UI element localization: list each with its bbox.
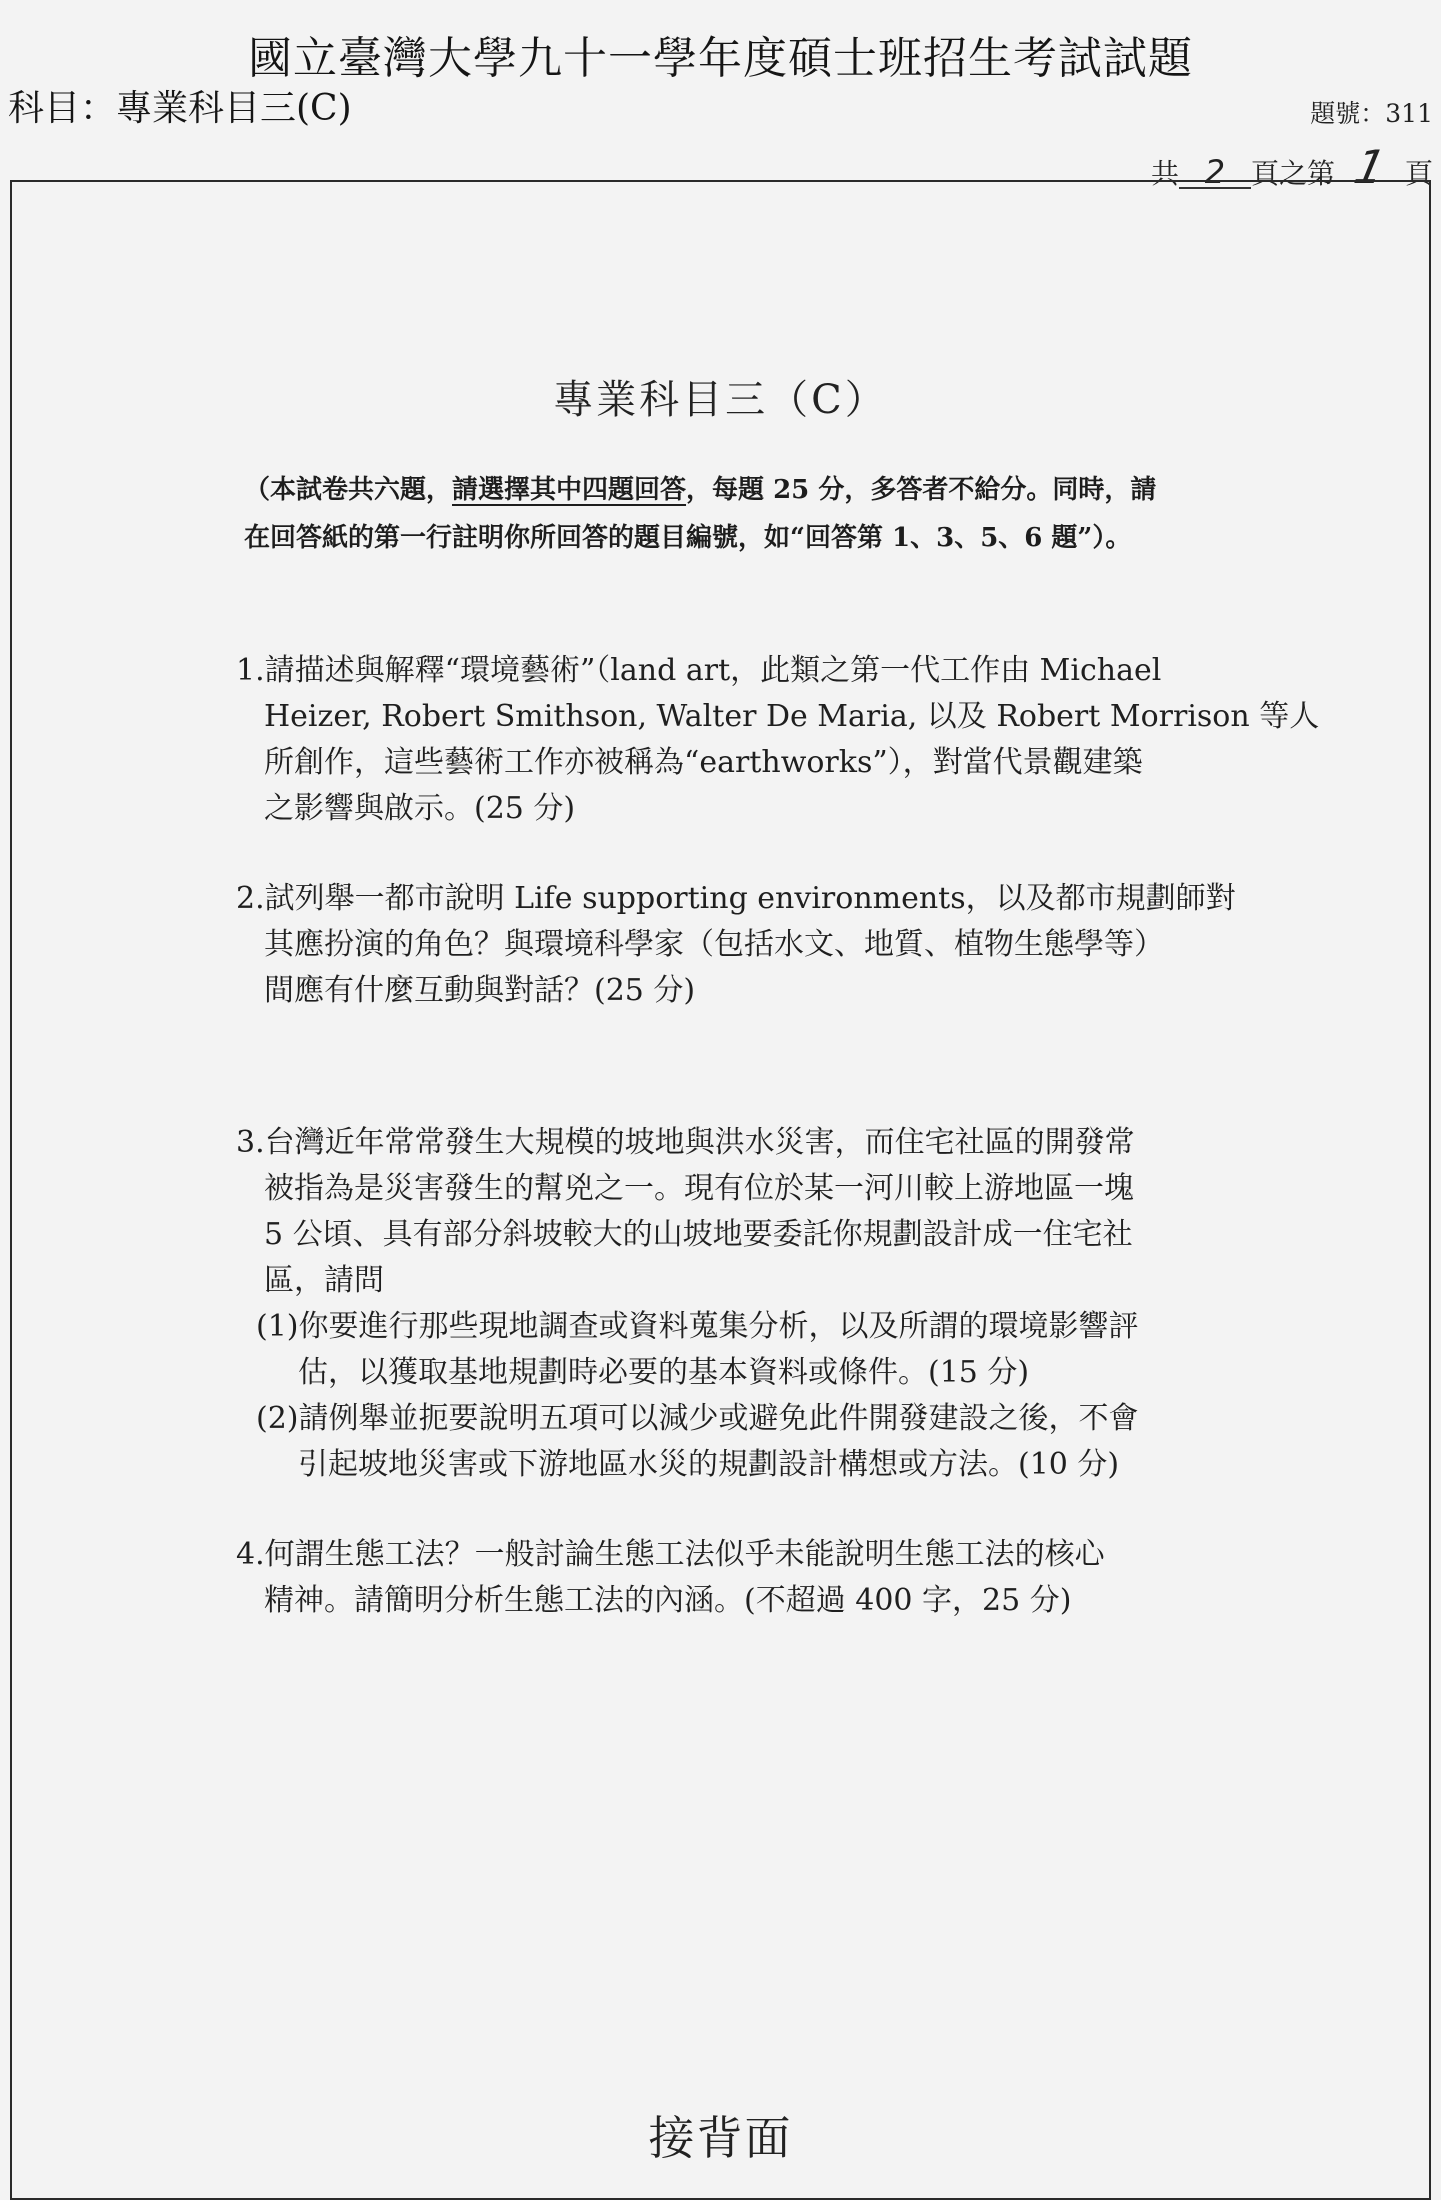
sub-question-line: 估，以獲取基地規劃時必要的基本資料或條件。(15 分) <box>298 1355 1030 1390</box>
instructions-line-2: 在回答紙的第一行註明你所回答的題目編號，如“回答第 1、3、5、6 題”）。 <box>244 523 1132 553</box>
instructions-line-1 <box>244 466 1194 514</box>
exam-title: 專業科目三（C） <box>553 377 888 423</box>
question-line: 區，請問 <box>264 1263 384 1298</box>
question-4 <box>236 1532 1196 1624</box>
pages-middle: 頁之第 <box>1250 157 1335 190</box>
question-line: 4.何謂生態工法？一般討論生態工法似乎未能說明生態工法的核心 <box>236 1537 1105 1572</box>
instructions-underlined: 請選擇其中四題回答 <box>452 475 687 505</box>
exam-header-title: 國立臺灣大學九十一學年度碩士班招生考試試題 <box>248 33 1193 84</box>
question-code: 題號：311 <box>1310 99 1433 128</box>
question-line: 所創作，這些藝術工作亦被稱為“earthworks”），對當代景觀建築 <box>264 745 1143 780</box>
instructions-text: （本試卷共六題， <box>244 475 453 505</box>
pages-suffix: 頁 <box>1404 157 1433 190</box>
pages-current: 1 <box>1349 140 1391 194</box>
question-line: 1.請描述與解釋“環境藝術”（land art，此類之第一代工作由 Michael <box>236 653 1162 688</box>
question-2 <box>236 876 1236 1014</box>
question-1 <box>236 648 1320 832</box>
sub-question-1: (1)你要進行那些現地調查或資料蒐集分析，以及所謂的環境影響評 <box>256 1309 1139 1344</box>
question-line: 被指為是災害發生的幫兇之一。現有位於某一河川較上游地區一塊 <box>264 1171 1134 1206</box>
pages-prefix: 共 <box>1150 157 1179 190</box>
question-line: 3.台灣近年常常發生大規模的坡地與洪水災害，而住宅社區的開發常 <box>236 1125 1135 1160</box>
question-line: 其應扮演的角色？與環境科學家（包括水文、地質、植物生態學等） <box>264 927 1164 962</box>
sub-question-2: (2)請例舉並扼要說明五項可以減少或避免此件開發建設之後，不會 <box>256 1401 1139 1436</box>
question-line: 之影響與啟示。(25 分) <box>264 791 576 826</box>
question-line: 2.試列舉一都市說明 Life supporting environments，以及都市規劃師對 <box>236 881 1236 916</box>
continue-on-back-note: 接背面 <box>648 2111 793 2165</box>
subject-label: 科目：專業科目三(C) <box>8 88 352 129</box>
instructions <box>244 466 1194 562</box>
pages-total: 2 <box>1179 157 1251 189</box>
instructions-text: ，每題 25 分，多答者不給分。同時，請 <box>686 475 1157 505</box>
question-line: Heizer, Robert Smithson, Walter De Maria, 以及 Robert Morrison 等人 <box>264 699 1320 734</box>
question-line: 間應有什麼互動與對話？(25 分) <box>264 973 696 1008</box>
question-3 <box>236 1120 1196 1488</box>
question-line: 精神。請簡明分析生態工法的內涵。(不超過 400 字，25 分) <box>264 1583 1072 1618</box>
sub-question-line: 引起坡地災害或下游地區水災的規劃設計構想或方法。(10 分) <box>298 1447 1120 1482</box>
question-line: 5 公頃、具有部分斜坡較大的山坡地要委託你規劃設計成一住宅社 <box>264 1217 1133 1252</box>
